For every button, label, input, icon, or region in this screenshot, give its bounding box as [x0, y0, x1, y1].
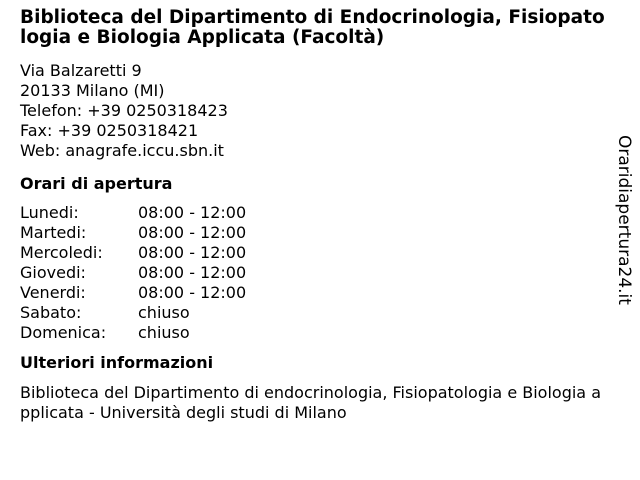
- day-label: Mercoledi:: [20, 243, 103, 262]
- time-value: 08:00 - 12:00: [138, 263, 247, 282]
- day-label: Lunedi:: [20, 203, 79, 222]
- hours-row-saturday: [20, 303, 610, 323]
- day-label: Sabato:: [20, 303, 82, 322]
- hours-row-wednesday: [20, 243, 610, 263]
- time-value: 08:00 - 12:00: [138, 243, 247, 262]
- time-value: 08:00 - 12:00: [138, 283, 247, 302]
- site-watermark: Oraridiapertura24.it: [614, 135, 634, 305]
- city-line: 20133 Milano (MI): [20, 81, 165, 100]
- further-info-heading: Ulteriori informazioni: [20, 353, 214, 372]
- page-title: Biblioteca del Dipartimento di Endocrinologia, Fisiopatologia e Biologia Applicata (Facoltà): [20, 7, 605, 48]
- web-line: Web: anagrafe.iccu.sbn.it: [20, 141, 224, 160]
- day-label: Martedi:: [20, 223, 87, 242]
- contact-block: [20, 61, 610, 161]
- opening-hours-heading: Orari di apertura: [20, 174, 173, 193]
- day-label: Venerdi:: [20, 283, 86, 302]
- day-label: Giovedi:: [20, 263, 86, 282]
- time-value: 08:00 - 12:00: [138, 223, 247, 242]
- time-value: 08:00 - 12:00: [138, 203, 247, 222]
- address-line: Via Balzaretti 9: [20, 61, 142, 80]
- hours-row-friday: [20, 283, 610, 303]
- hours-row-tuesday: [20, 223, 610, 243]
- time-value: chiuso: [138, 323, 190, 342]
- fax-line: Fax: +39 0250318421: [20, 121, 199, 140]
- opening-hours-list: [20, 203, 610, 343]
- hours-row-monday: [20, 203, 610, 223]
- time-value: chiuso: [138, 303, 190, 322]
- hours-row-sunday: [20, 323, 610, 343]
- hours-row-thursday: [20, 263, 610, 283]
- library-info-page: [20, 8, 610, 423]
- further-info-text: Biblioteca del Dipartimento di endocrinologia, Fisiopatologia e Biologia applicata - Università degli studi di Milano: [20, 383, 601, 422]
- day-label: Domenica:: [20, 323, 107, 342]
- phone-line: Telefon: +39 0250318423: [20, 101, 228, 120]
